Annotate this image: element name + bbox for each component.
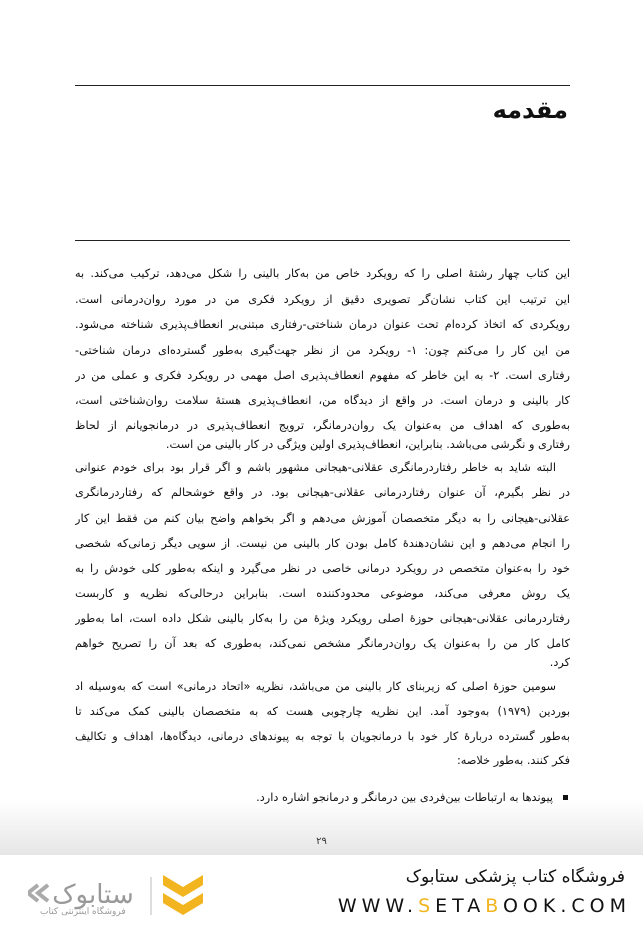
url-part: B: [485, 895, 503, 917]
top-rule: [75, 85, 570, 86]
paragraph-line: این کتاب چهار رشتهٔ اصلی را که رویکرد خاص من به‌کار بالینی را شکل می‌دهد، ترکیب می‌کند. به: [75, 267, 570, 280]
paragraph-line: البته شاید به خاطر رفتاردرمانگری عقلانی-هیجانی مشهور باشم و اگر قرار بود برای خودم عنوانی: [75, 461, 556, 474]
paragraph-line: رفتاردرمانی عقلانی-هیجانی حوزهٔ اصلی رویکرد ویژهٔ من را به‌کار بالینی شکل داده است، اما به‌طور: [75, 612, 570, 625]
paragraph-line: کرد.: [549, 656, 570, 669]
paragraph-line: عقلانی-هیجانی را به دیگر متخصصان آموزش می‌دهم و اگر بخواهم واضح بیان کنم من فقط این کار: [75, 512, 570, 525]
shop-url[interactable]: [338, 895, 631, 917]
paragraph-line: در نظر بگیرم، آن عنوان رفتاردرمانی عقلانی-هیجانی بود. در واقع خوشحالم که رفتاردرمانگری: [75, 486, 570, 499]
page-number: ۲۹: [316, 836, 327, 847]
logo-wordmark: ستابوک: [52, 880, 134, 910]
paragraph-line: رفتاری است. ۲- به این خاطر که مفهوم انعطاف‌پذیری اصل مهمی در رویکرد فکری و عملی من در: [75, 369, 570, 382]
paragraph-line: رفتاری و نگرشی می‌باشد. بنابراین، انعطاف‌پذیری اولین ویژگی در کار بالینی من است.: [165, 438, 570, 451]
paragraph-line: این ترتیب این کتاب نشان‌گر تصویری دقیق از رویکرد فکری من در مورد روان‌درمانی است.: [75, 293, 570, 306]
paragraph-line: خود را به‌عنوان متخصص در رویکرد درمانی خاصی در نظر می‌گیرد و اینکه به‌طور کلی خودش را به: [75, 562, 570, 575]
chapter-title: مقدمه: [492, 96, 568, 124]
title-bottom-rule: [75, 240, 570, 241]
bullet-item: [256, 791, 568, 804]
paragraph-line: کار بالینی و درمان است. در واقع از دیدگاه من، انعطاف‌پذیری هستهٔ سلامت روان‌شناختی است،: [75, 394, 570, 407]
paragraph-line: سومین حوزهٔ اصلی که زیربنای کار بالینی من می‌باشد، نظریه «اتحاد درمانی» است که به‌وسیله اد: [75, 680, 556, 693]
paragraph-line: بوردین (۱۹۷۹) به‌وجود آمد. این نظریه چارچوبی هست که به متخصصان بالینی کمک می‌کند تا: [75, 705, 570, 718]
paragraph-line: فکر کنند. به‌طور خلاصه:: [456, 754, 570, 767]
paragraph-line: من این کار را می‌کنم چون: ۱- رویکرد من از نظر جهت‌گیری به‌طور گسترده‌ای درمان شناختی-: [75, 344, 570, 357]
logo-tagline: فروشگاه اینترنتی کتاب: [40, 907, 126, 917]
url-part: S: [418, 895, 436, 917]
shop-name: فروشگاه کتاب پزشکی ستابوک: [405, 867, 625, 887]
url-part: OOK.COM: [502, 895, 631, 917]
url-part: ETA: [435, 895, 486, 917]
bullet-text: پیوندها به ارتباطات بین‌فردی بین درمانگر و درمانجو اشاره دارد.: [256, 791, 553, 804]
paragraph-line: را انجام می‌دهم و این نشان‌دهندهٔ کامل بودن کار بالینی من نیست. از سویی دیگر زمانی‌که شخصی: [75, 537, 570, 550]
paragraph-line: یک روش معرفی می‌کند، موضوعی محدودکننده است. بنابراین درحالی‌که نظریه و کاربست: [75, 587, 570, 600]
paragraph-line: به‌طور گسترده دربارهٔ کار خود با درمانجویان با توجه به پیوندهای درمانی، دیدگاه‌ها، اهداف و تکالیف: [75, 730, 570, 743]
footer-banner: [0, 855, 643, 926]
paragraph-line: به‌طوری که اهداف من به‌عنوان یک روان‌درمانگر، ترویج انعطاف‌پذیری در درمانجویانم از لحاظ: [75, 419, 570, 432]
bullet-icon: [563, 795, 568, 800]
paragraph-line: کامل کار من را به‌عنوان یک روان‌درمانگر مشخص نمی‌کند، به‌طوری که بعد آن را تصریح خواهم: [75, 637, 570, 650]
url-part: WWW.: [337, 895, 419, 917]
paragraph-line: رویکردی که اتخاذ کرده‌ام تحت عنوان درمان شناختی-رفتاری مبتنی‌بر انعطاف‌پذیری شناخته می‌شود.: [75, 318, 570, 331]
